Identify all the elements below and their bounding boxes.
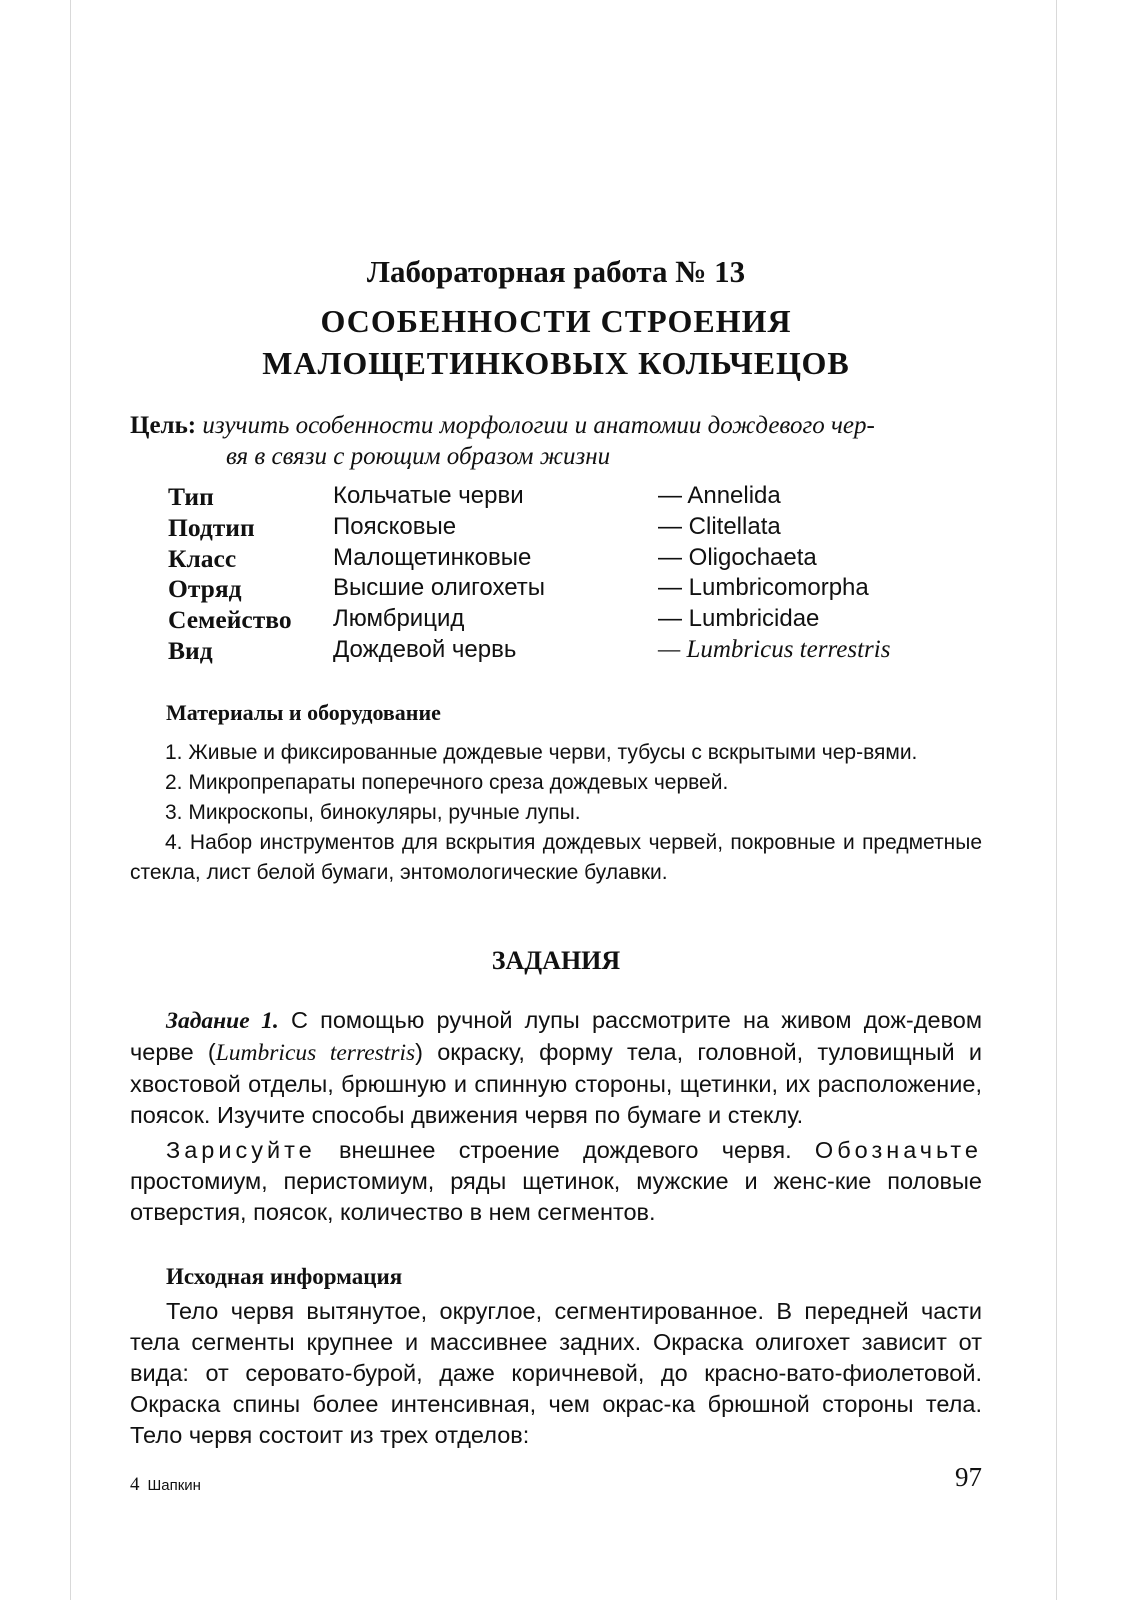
- page-number: 97: [955, 1462, 982, 1492]
- task-1-paragraph: [130, 1005, 982, 1131]
- taxonomy-latin-name: — Lumbricus terrestris: [658, 635, 891, 663]
- info-block: [130, 1296, 982, 1451]
- taxonomy-latin-name: — Annelida: [658, 482, 781, 509]
- taxonomy-row: [168, 513, 988, 544]
- taxonomy-row: [168, 574, 988, 605]
- taxonomy-table: [168, 482, 988, 667]
- aim-label: Цель:: [130, 412, 197, 439]
- footer-signature: [130, 1474, 201, 1496]
- taxonomy-rank: Вид: [168, 635, 213, 665]
- taxonomy-latin-name: — Clitellata: [658, 512, 781, 540]
- materials-item: 2. Микропрепараты поперечного среза дождевых червей.: [165, 771, 729, 794]
- taxonomy-russian-name: Люмбрицид: [333, 605, 465, 633]
- taxonomy-russian-name: Поясковые: [333, 512, 457, 540]
- title-line-1: ОСОБЕННОСТИ СТРОЕНИЯ: [320, 303, 792, 339]
- task-1-text-a: С помощью ручной лупы рассмотрите на живом дож-девом черве (: [130, 1007, 982, 1065]
- taxonomy-russian-name: Малощетинковые: [333, 543, 532, 571]
- task-1-label: Задание 1.: [166, 1008, 279, 1034]
- info-paragraph: Тело червя вытянутое, округлое, сегментированное. В передней части тела сегменты крупнее и массивнее задних. Окраска олигохет зависит от вида: от серовато-бурой, даже коричневой, до красно-вато-фиолетовой. Окраска спины более интенсивная, чем окрас-ка брюшной стороны тела. Тело червя состоит из трех отделов:: [130, 1298, 982, 1448]
- lab-number: Лабораторная работа № 13: [366, 254, 746, 289]
- info-heading: Исходная информация: [166, 1264, 403, 1289]
- sheet-number: 4: [130, 1474, 140, 1495]
- aim-text-1: изучить особенности морфологии и анатомии дождевого чер-: [202, 412, 875, 439]
- mark-word: Обозначьте: [814, 1137, 982, 1163]
- author-name: Шапкин: [147, 1477, 201, 1494]
- tasks-heading: ЗАДАНИЯ: [491, 946, 621, 975]
- draw-instruction-paragraph: [130, 1135, 982, 1228]
- task-1-text-b: ) окраску, форму тела, головной, туловищный и хвостовой отделы, брюшную и спинную стороны, щетинки, их расположение, поясок. Изучите способы движения червя по бумаге и стеклу.: [130, 1039, 983, 1128]
- taxonomy-row: [168, 482, 988, 513]
- aim-block: [130, 410, 982, 472]
- taxonomy-latin-name: — Oligochaeta: [658, 543, 817, 571]
- materials-heading: Материалы и оборудование: [166, 700, 441, 725]
- taxonomy-russian-name: Дождевой червь: [333, 635, 517, 663]
- taxonomy-russian-name: Высшие олигохеты: [333, 574, 545, 602]
- materials-item: 1. Живые и фиксированные дождевые черви, тубусы с вскрытыми чер-вями.: [165, 741, 918, 764]
- taxonomy-rank: Подтип: [168, 512, 255, 542]
- taxonomy-latin-name: — Lumbricidae: [658, 605, 820, 633]
- taxonomy-row: [168, 605, 988, 636]
- task-1-latin-name: Lumbricus terrestris: [215, 1040, 416, 1066]
- taxonomy-russian-name: Кольчатые черви: [333, 482, 524, 509]
- materials-item: 3. Микроскопы, бинокуляры, ручные лупы.: [165, 801, 581, 824]
- draw-word: Зарисуйте: [166, 1137, 316, 1163]
- materials-item: 4. Набор инструментов для вскрытия дождевых червей, покровные и предметные стекла, лист белой бумаги, энтомологические булавки.: [130, 831, 982, 884]
- draw-text-a: внешнее строение дождевого червя.: [315, 1137, 815, 1163]
- aim-text-2: вя в связи с роющим образом жизни: [226, 443, 611, 470]
- taxonomy-row: [168, 544, 988, 575]
- draw-text-b: простомиум, перистомиум, ряды щетинок, мужские и женс-кие половые отверстия, поясок, количество в нем сегментов.: [130, 1168, 982, 1225]
- taxonomy-rank: Класс: [168, 543, 237, 573]
- task-1-block: [130, 1005, 982, 1228]
- taxonomy-rank: Семейство: [168, 605, 292, 635]
- aim-line-1: [130, 410, 982, 441]
- title-line-2: МАЛОЩЕТИНКОВЫХ КОЛЬЧЕЦОВ: [262, 345, 850, 381]
- taxonomy-latin-name: — Lumbricomorpha: [658, 574, 869, 602]
- taxonomy-row: [168, 636, 988, 667]
- taxonomy-rank: Тип: [168, 482, 214, 511]
- materials-list: [130, 738, 982, 888]
- taxonomy-rank: Отряд: [168, 574, 242, 604]
